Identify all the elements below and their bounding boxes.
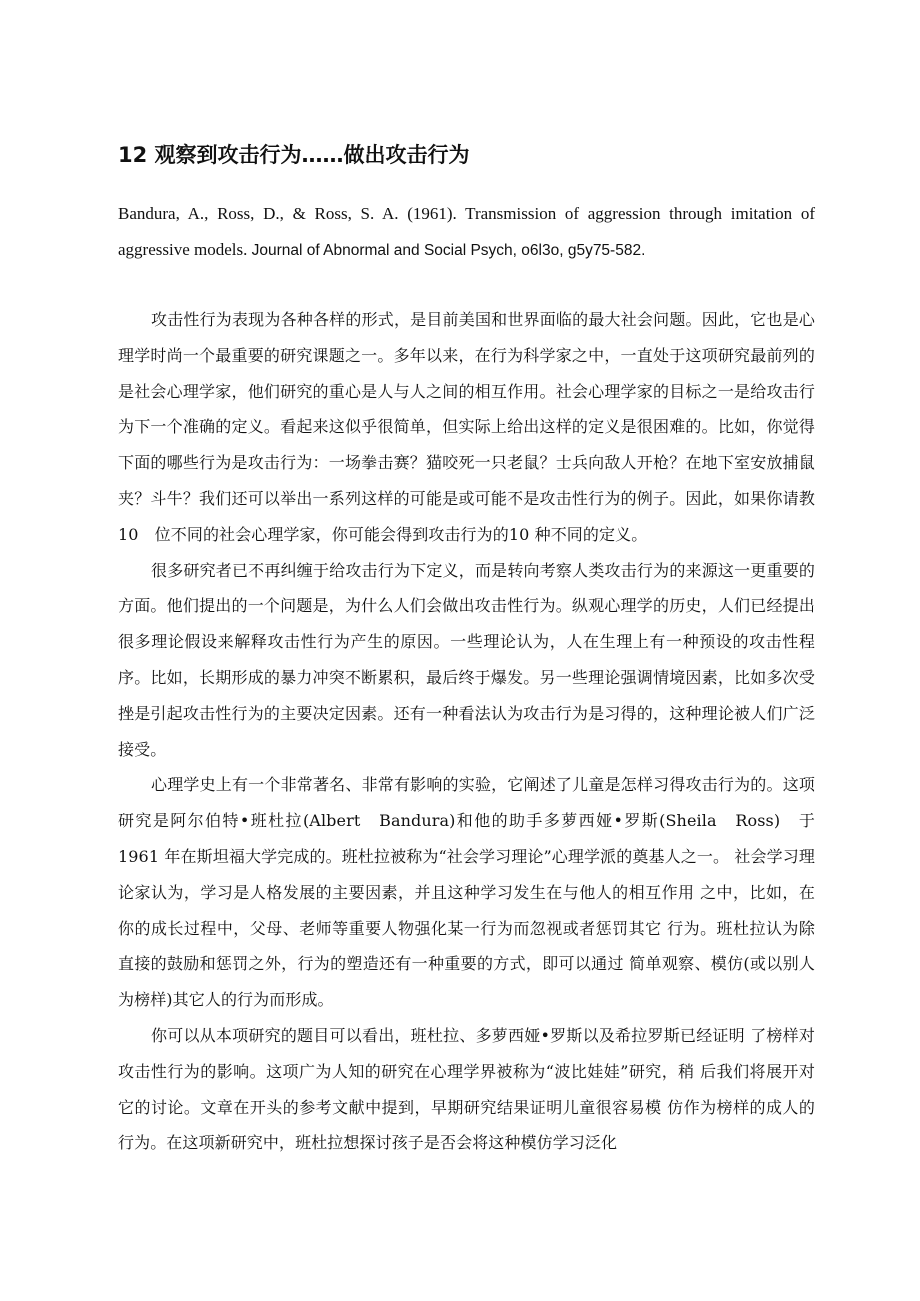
reference-journal: Journal of Abnormal and Social Psych, o6l3o, g5y75-582. [251, 242, 646, 259]
chapter-title: 12 观察到攻击行为……做出攻击行为 [118, 143, 470, 167]
paragraph-aggression-sources: 很多研究者已不再纠缠于给攻击行为下定义，而是转向考察人类攻击行为的来源这一更重要的方面。他们提出的一个问题是，为什么人们会做出攻击性行为。纵观心理学的历史，人们已经提出很多理论假设来解释攻击性行为产生的原因。一些理论认为，人在生理上有一种预设的攻击性程序。比如，长期形成的暴力冲突不断累积，最后终于爆发。另一些理论强调情境因素，比如多次受挫是引起攻击性行为的主要决定因素。还有一种看法认为攻击行为是习得的，这种理论被人们广泛接受。 [118, 560, 815, 759]
reference-authors-title: Bandura, A., Ross, D., & Ross, S. A. (1961). Transmission of aggression through imitation of aggressive models. [118, 204, 815, 259]
paragraph-bobo-doll: 你可以从本项研究的题目可以看出，班杜拉、多萝西娅•罗斯以及希拉罗斯已经证明 了榜样对攻击性行为的影响。这项广为人知的研究在心理学界被称为“波比娃娃”研究，稍 后我们将展开对它的讨论。文章在开头的参考文献中提到，早期研究结果证明儿童很容易模 仿作为榜样的成人的行为。在这项新研究中，班杜拉想探讨孩子是否会将这种模仿学习泛化 [118, 1025, 815, 1153]
body-text [118, 302, 815, 1161]
paragraph-aggression-definition: 攻击性行为表现为各种各样的形式，是目前美国和世界面临的最大社会问题。因此，它也是心理学时尚一个最重要的研究课题之一。多年以来，在行为科学家之中，一直处于这项研究最前列的是社会心理学家，他们研究的重心是人与人之间的相互作用。社会心理学家的目标之一是给攻击行为下一个准确的定义。看起来这似乎很简单，但实际上给出这样的定义是很困难的。比如，你觉得下面的哪些行为是攻击行为：一场拳击赛？猫咬死一只老鼠？士兵向敌人开枪？在地下室安放捕鼠夹？斗牛？我们还可以举出一系列这样的可能是或可能不是攻击性行为的例子。因此，如果你请教10 位不同的社会心理学家，你可能会得到攻击行为的10 种不同的定义。 [118, 310, 815, 544]
paragraph-bandura-study: 心理学史上有一个非常著名、非常有影响的实验，它阐述了儿童是怎样习得攻击行为的。这项研究是阿尔伯特•班杜拉(Albert Bandura)和他的助手多萝西娅•罗斯(Sheila Ross) 于1961 年在斯坦福大学完成的。班杜拉被称为“社会学习理论”心理学派的奠基人之一。 社会学习理论家认为，学习是人格发展的主要因素，并且这种学习发生在与他人的相互作用 之中，比如，在你的成长过程中，父母、老师等重要人物强化某一行为而忽视或者惩罚其它 行为。班杜拉认为除直接的鼓励和惩罚之外，行为的塑造还有一种重要的方式，即可以通过 简单观察、模仿(或以别人为榜样)其它人的行为而形成。 [118, 775, 815, 1010]
reference-citation [118, 196, 815, 269]
